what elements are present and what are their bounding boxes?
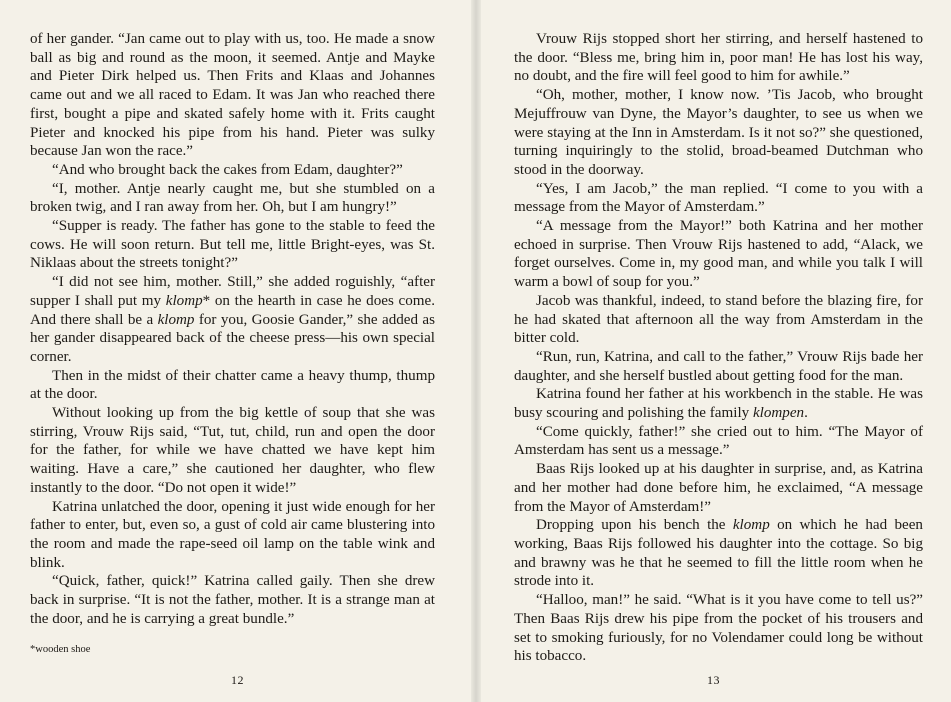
page-number-left: 12: [231, 673, 244, 687]
klomp-word: klomp: [165, 292, 203, 309]
left-page: [0, 30, 475, 690]
right-paragraph-9: Baas Rijs looked up at his daughter in surprise, and, as Katrina and her mother had done before him, he exclaimed, “A message from the Mayor of Amsterdam!”: [514, 461, 923, 515]
footnote: *wooden shoe: [30, 643, 91, 655]
left-paragraph-6: Then in the midst of their chatter came a heavy thump, thump at the door.: [30, 367, 435, 403]
left-paragraph-2: “And who brought back the cakes from Edam, daughter?”: [52, 161, 403, 178]
right-paragraph-10-end: on which he had been working, Baas Rijs followed his daughter into the cottage. So big and brawny was he that he seemed to fill the little room when he strode into it.: [514, 517, 923, 590]
right-paragraph-11: “Halloo, man!” he said. “What is it you have come to tell us?” Then Baas Rijs drew his pipe from the pocket of his trousers and set to smoking furiously, for no Volendamer could long be without his tobacco.: [514, 592, 923, 665]
left-paragraph-5: [30, 273, 435, 367]
left-paragraph-9: “Quick, father, quick!” Katrina called gaily. Then she drew back in surprise. “It is not the father, mother. It is a strange man at the door, and he is carrying a great bundle.”: [30, 573, 435, 627]
right-paragraph-7-start: Katrina found her father at his workbench in the stable. He was busy scouring and polishing the family: [514, 386, 923, 422]
right-paragraph-3: “Yes, I am Jacob,” the man replied. “I come to you with a message from the Mayor of Amsterdam.”: [514, 180, 923, 216]
left-paragraph-7: Without looking up from the big kettle of soup that she was stirring, Vrouw Rijs said, “Tut, tut, child, run and open the door for the father, for while we have chatted we have kept him waiting. Have a care,” she cautioned her daughter, who flew instantly to the door. “Do not open it wide!”: [30, 405, 435, 496]
right-paragraph-7: [514, 385, 923, 422]
klomp-word: klomp: [732, 517, 770, 534]
left-paragraph-5-start: “I did not see him, mother. Still,” she added roguishly, “after supper I shall put my: [30, 274, 435, 309]
klomp-word: klomp: [157, 311, 195, 328]
right-paragraph-8: “Come quickly, father!” she cried out to him. “The Mayor of Amsterdam has sent us a message.”: [514, 423, 923, 459]
right-paragraph-10-start: Dropping upon his bench the: [536, 517, 733, 534]
right-paragraph-1: Vrouw Rijs stopped short her stirring, and herself hastened to the door. “Bless me, bring him in, poor man! He has lost his way, no doubt, and the fire will feel good to him for awhile.”: [514, 31, 923, 85]
left-paragraph-5-mid: * on the hearth in case he does come. And there shall be a: [30, 292, 435, 328]
left-paragraph-5-end: for you, Goosie Gander,” she added as her gander disappeared back of the cheese press—his own special corner.: [30, 311, 435, 365]
left-paragraph-1: of her gander. “Jan came out to play with us, too. He made a snow ball as big and round as the moon, it seemed. Antje and Mayke and Pieter Dirk helped us. Then Frits and Klaas and Johannes came out and we all raced to Edam. It was Jan who reached there first, bought a pipe and skated safely home with it. Frits caught Pieter and knocked his pipe from his hand. Pieter was sulky because Jan won the race.”: [30, 31, 435, 160]
klompen-word: klompen: [752, 405, 805, 422]
right-page: [476, 30, 951, 690]
page-number-right: 13: [707, 673, 720, 687]
left-paragraph-8: Katrina unlatched the door, opening it just wide enough for her father to enter, but, even so, a gust of cold air came blustering into the room and made the rape-seed oil lamp on the table wink and blink.: [30, 498, 435, 571]
right-paragraph-2: “Oh, mother, mother, I know now. ’Tis Jacob, who brought Mejuffrouw van Dyne, the Mayor’s daughter, to see us when we were staying at the Inn in Amsterdam. Is it not so?” she questioned, turning inquiringly to the stolid, broad-beamed Dutchman who stood in the doorway.: [514, 87, 923, 178]
right-paragraph-4: “A message from the Mayor!” both Katrina and her mother echoed in surprise. Then Vrouw Rijs hastened to add, “Alack, we forget ourselves. Come in, my good man, and while you talk I will warm a bowl of soup for you.”: [514, 218, 923, 291]
right-paragraph-5: Jacob was thankful, indeed, to stand before the blazing fire, for he had skated that afternoon all the way from Amsterdam in the bitter cold.: [514, 292, 923, 347]
left-paragraph-3: “I, mother. Antje nearly caught me, but she stumbled on a broken twig, and I ran away from her. Oh, but I am hungry!”: [30, 180, 435, 216]
right-paragraph-10: [514, 516, 923, 591]
left-paragraph-4: “Supper is ready. The father has gone to the stable to feed the cows. He will soon return. But tell me, little Bright-eyes, was St. Niklaas about the streets tonight?”: [30, 218, 435, 272]
right-paragraph-6: “Run, run, Katrina, and call to the father,” Vrouw Rijs bade her daughter, and she herself bustled about getting food for the man.: [514, 348, 923, 384]
right-paragraph-7-end: .: [804, 405, 808, 422]
